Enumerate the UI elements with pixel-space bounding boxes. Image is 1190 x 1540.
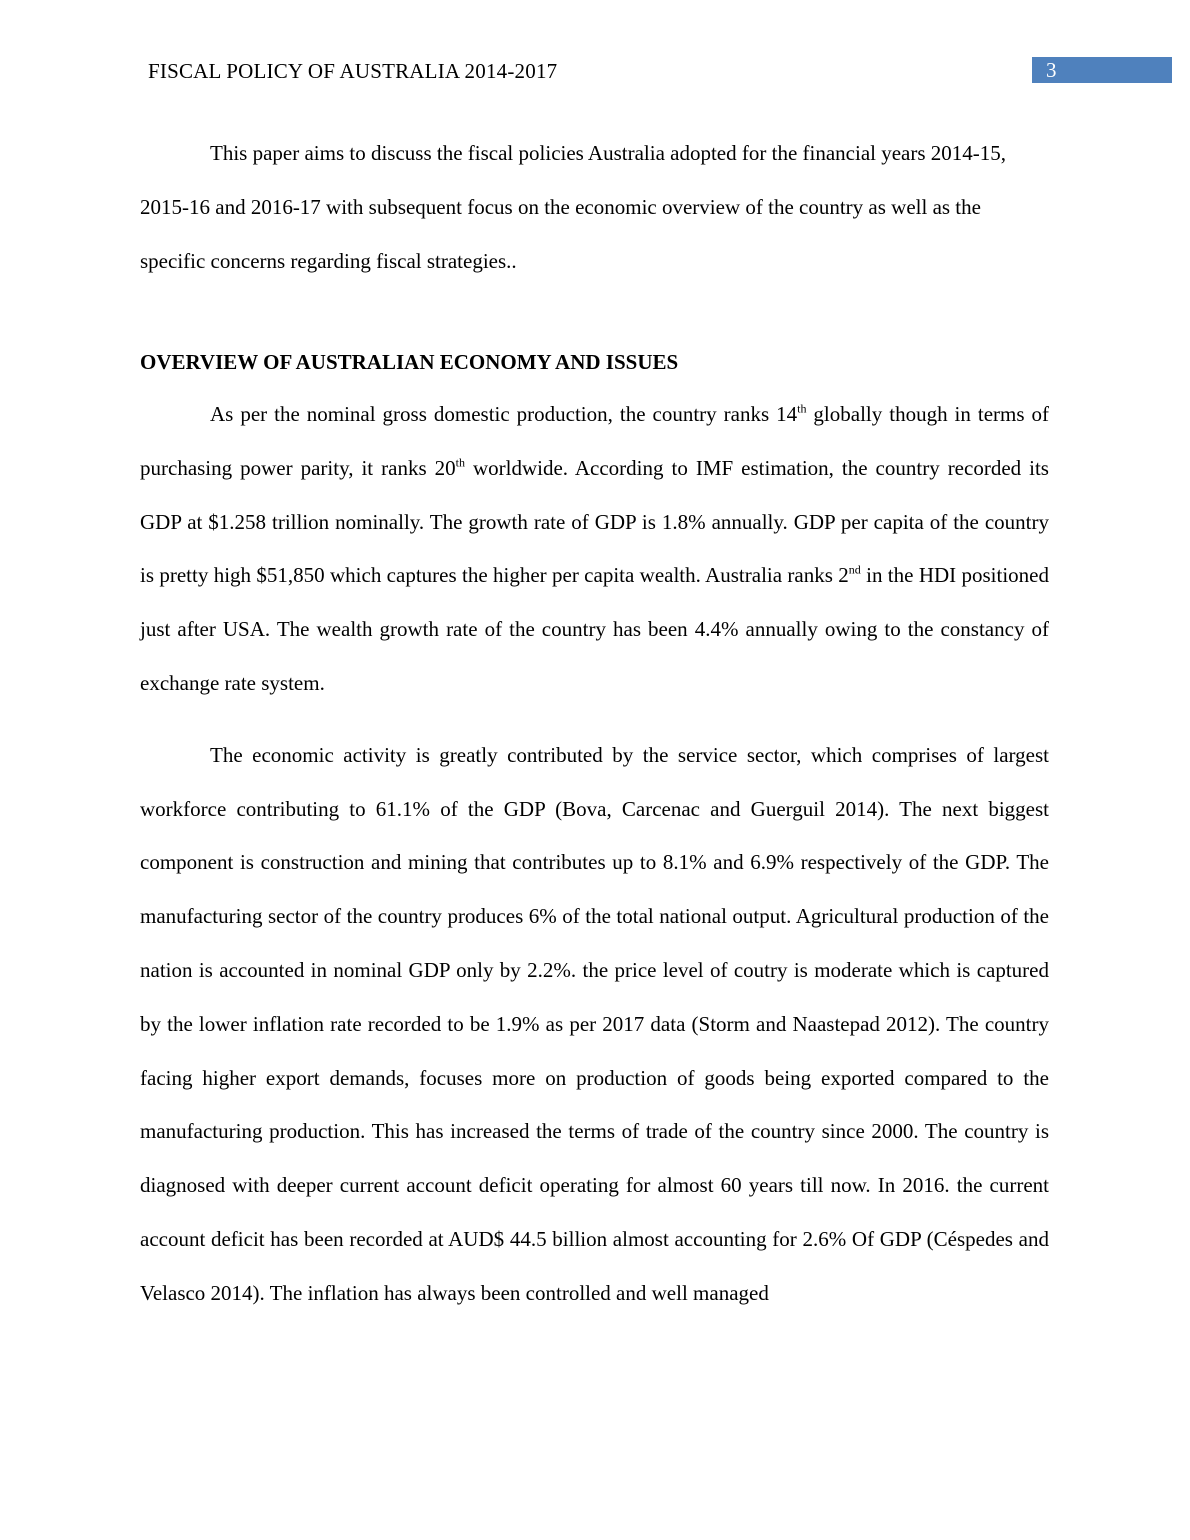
overview-section <box>140 388 1049 1321</box>
paragraph-text: As per the nominal gross domestic production, the country ranks 14 <box>210 402 798 426</box>
intro-paragraph: This paper aims to discuss the fiscal policies Australia adopted for the financial years 2014-15, 2015-16 and 2016-17 with subsequent focus on the economic overview of the country as well as the specific concerns regarding fiscal strategies.. <box>140 141 1007 273</box>
overview-paragraph-1 <box>140 388 1049 711</box>
section-heading: OVERVIEW OF AUSTRALIAN ECONOMY AND ISSUES <box>140 350 679 374</box>
paragraph-text: in the HDI positioned just after USA. The wealth growth rate of the country has been 4.4% annually owing to the constancy of exchange rate system. <box>140 563 1049 695</box>
paragraph-text: globally though in terms of purchasing power parity, it ranks 20 <box>140 402 1049 480</box>
ordinal-suffix: nd <box>848 563 861 577</box>
paragraph-text: worldwide. According to IMF estimation, the country recorded its GDP at $1.258 trillion nominally. The growth rate of GDP is 1.8% annually. GDP per capita of the country is pretty high $51,850 which captures the higher per capita wealth. Australia ranks 2 <box>140 455 1049 588</box>
running-title: FISCAL POLICY OF AUSTRALIA 2014-2017 <box>148 59 558 83</box>
intro-section <box>140 127 1049 288</box>
page-number: 3 <box>1046 58 1057 82</box>
page-number-badge <box>1032 57 1172 83</box>
ordinal-suffix: th <box>455 455 465 470</box>
overview-paragraph-2: The economic activity is greatly contributed by the service sector, which comprises of largest workforce contributing to 61.1% of the GDP (Bova, Carcenac and Guerguil 2014). The next biggest component is construction and mining that contributes up to 8.1% and 6.9% respectively of the GDP. The manufacturing sector of the country produces 6% of the total national output. Agricultural production of the nation is accounted in nominal GDP only by 2.2%. the price level of coutry is moderate which is captured by the lower inflation rate recorded to be 1.9% as per 2017 data (Storm and Naastepad 2012). The country facing higher export demands, focuses more on production of goods being exported compared to the manufacturing production. This has increased the terms of trade of the country since 2000. The country is diagnosed with deeper current account deficit operating for almost 60 years till now. In 2016. the current account deficit has been recorded at AUD$ 44.5 billion almost accounting for 2.6% Of GDP (Céspedes and Velasco 2014). The inflation has always been controlled and well managed <box>140 742 1049 1305</box>
ordinal-suffix: th <box>797 401 807 416</box>
